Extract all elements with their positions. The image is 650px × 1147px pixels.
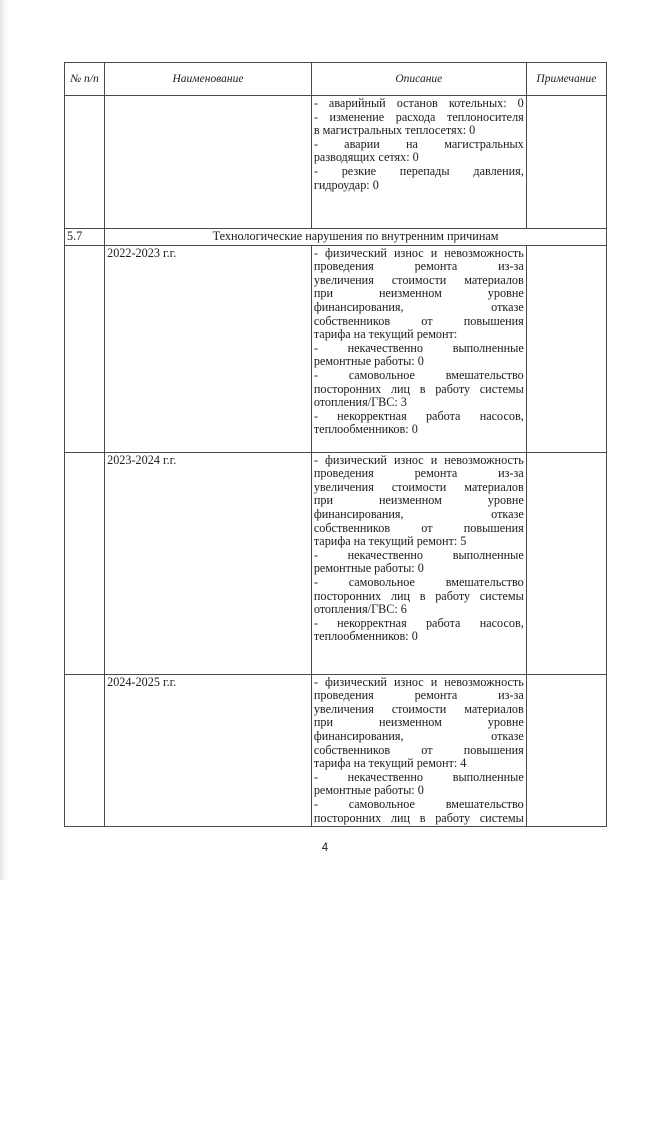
- note-cell: [526, 452, 606, 674]
- description-line: отопления/ГВС: 6: [313, 602, 407, 617]
- num-cell: [65, 674, 105, 827]
- num-cell: [65, 452, 105, 674]
- description-cell: [311, 96, 526, 229]
- description-line: - аварии на магистральных: [313, 136, 524, 151]
- description-cell: [311, 245, 526, 452]
- description-line: теплообменников: 0: [313, 422, 418, 437]
- description-line: тарифа на текущий ремонт: 4: [313, 756, 467, 771]
- period-name: 2022-2023 г.г.: [105, 245, 312, 452]
- note-cell: [526, 674, 606, 827]
- page-number: 4: [321, 842, 329, 854]
- scan-edge-shadow: [0, 0, 8, 880]
- name-cell: [105, 96, 312, 229]
- description-line: финансирования, отказе: [313, 728, 524, 743]
- description-line: при неизменном уровне: [313, 715, 524, 730]
- description-line: финансирования, отказе: [313, 299, 524, 314]
- period-name: 2024-2025 г.г.: [105, 674, 312, 827]
- description-line: отопления/ГВС: 3: [313, 395, 407, 410]
- description-line: - изменение расхода теплоносителя: [313, 109, 524, 124]
- description-line: посторонних лиц в работу системы: [313, 381, 524, 396]
- num-cell: [65, 96, 105, 229]
- description-cell: [311, 674, 526, 827]
- description-line: ремонтные работы: 0: [313, 561, 424, 576]
- description-line: - некорректная работа насосов,: [313, 408, 524, 423]
- description-line: проведения ремонта из-за: [313, 688, 524, 703]
- section-row: [65, 229, 607, 246]
- num-cell: [65, 245, 105, 452]
- period-name: 2023-2024 г.г.: [105, 452, 312, 674]
- note-cell: [526, 96, 606, 229]
- header-name: Наименование: [105, 63, 312, 96]
- description-line: финансирования, отказе: [313, 506, 524, 521]
- description-line: - некачественно выполненные: [313, 769, 524, 784]
- table-row-continuation: [65, 96, 607, 229]
- description-line: собственников от повышения: [313, 520, 524, 535]
- header-num: № п/п: [65, 63, 105, 96]
- description-line: теплообменников: 0: [313, 629, 418, 644]
- table-header-row: [65, 63, 607, 96]
- description-cell: [311, 452, 526, 674]
- description-line: - самовольное вмешательство: [313, 796, 524, 811]
- description-line: ремонтные работы: 0: [313, 783, 424, 798]
- description-line: - некачественно выполненные: [313, 340, 524, 355]
- description-line: посторонних лиц в работу системы: [313, 810, 524, 825]
- description-line: - резкие перепады давления,: [313, 163, 524, 178]
- description-line: - аварийный останов котельных: 0: [313, 96, 524, 110]
- section-number: 5.7: [65, 229, 105, 246]
- table-row-period: [65, 245, 607, 452]
- description-line: - некачественно выполненные: [313, 547, 524, 562]
- note-cell: [526, 245, 606, 452]
- description-line: разводящих сетях: 0: [313, 150, 419, 165]
- description-line: - физический износ и невозможность: [313, 452, 524, 467]
- description-line: ремонтные работы: 0: [313, 354, 424, 369]
- description-line: тарифа на текущий ремонт: 5: [313, 534, 467, 549]
- description-line: в магистральных теплосетях: 0: [313, 123, 476, 138]
- report-table: [64, 62, 607, 827]
- header-description: Описание: [311, 63, 526, 96]
- description-line: проведения ремонта из-за: [313, 466, 524, 481]
- description-line: проведения ремонта из-за: [313, 259, 524, 274]
- description-line: собственников от повышения: [313, 313, 524, 328]
- description-line: - самовольное вмешательство: [313, 574, 524, 589]
- section-title: Технологические нарушения по внутренним причинам: [105, 229, 607, 246]
- description-line: - физический износ и невозможность: [313, 674, 524, 689]
- description-line: увеличения стоимости материалов: [313, 479, 524, 494]
- description-line: - физический износ и невозможность: [313, 245, 524, 260]
- description-line: собственников от повышения: [313, 742, 524, 757]
- description-line: увеличения стоимости материалов: [313, 701, 524, 716]
- description-line: увеличения стоимости материалов: [313, 272, 524, 287]
- table-row-period: [65, 452, 607, 674]
- description-line: - некорректная работа насосов,: [313, 615, 524, 630]
- description-line: гидроудар: 0: [313, 177, 379, 192]
- description-line: посторонних лиц в работу системы: [313, 588, 524, 603]
- description-line: при неизменном уровне: [313, 286, 524, 301]
- header-note: Примечание: [526, 63, 606, 96]
- description-line: тарифа на текущий ремонт:: [313, 327, 458, 342]
- table-row-period: [65, 674, 607, 827]
- description-line: при неизменном уровне: [313, 493, 524, 508]
- description-line: - самовольное вмешательство: [313, 367, 524, 382]
